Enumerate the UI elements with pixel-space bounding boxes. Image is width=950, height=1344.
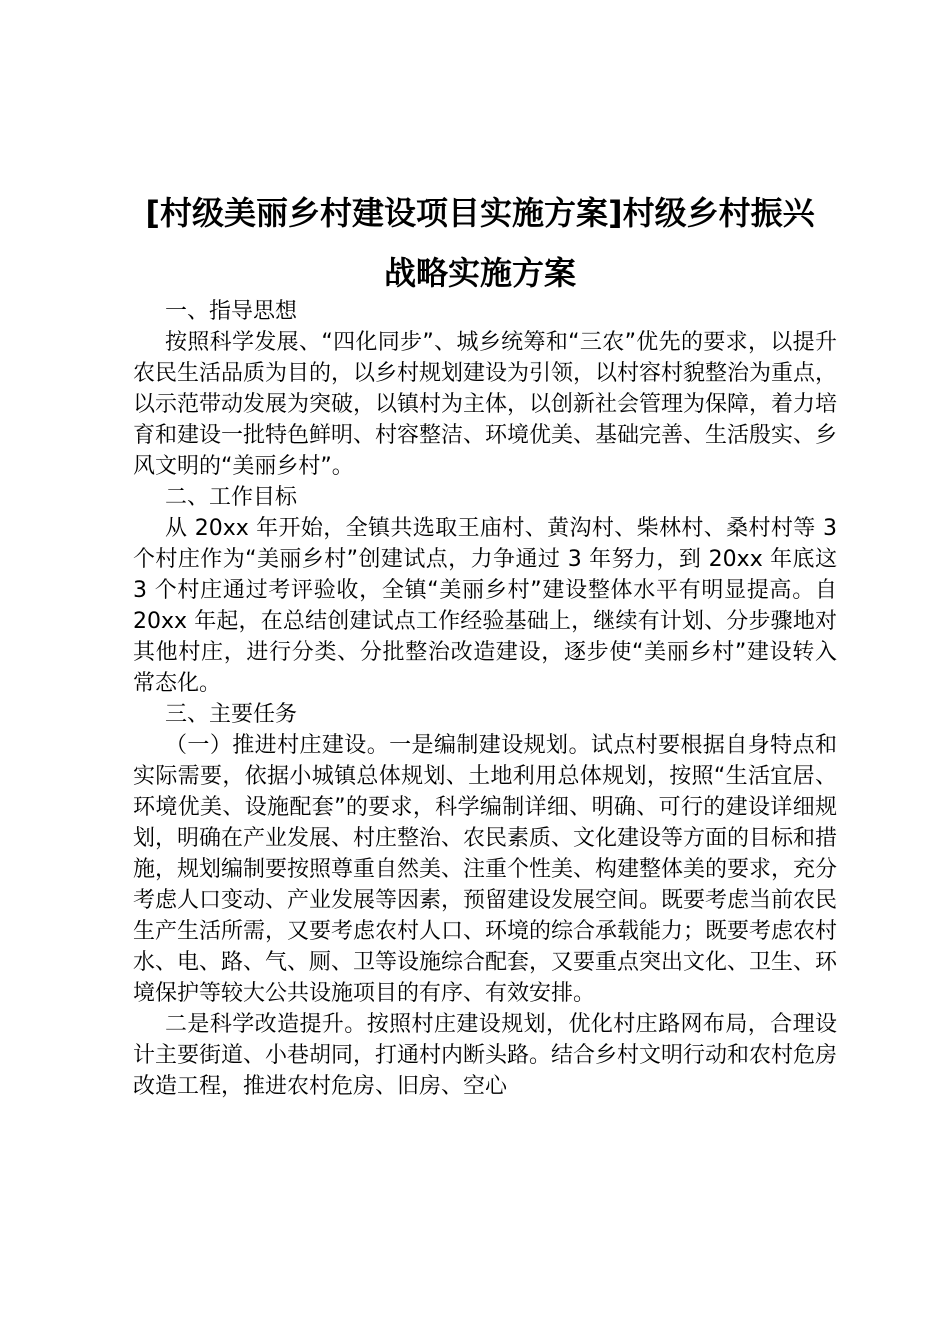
paragraph-guiding-thought: 按照科学发展、“四化同步”、城乡统筹和“三农”优先的要求，以提升农民生活品质为目的，以乡村规划建设为引领，以村容村貌整治为重点，以示范带动发展为突破，以镇村为主体，以创新社会管理为保障，着力培育和建设一批特色鲜明、村容整洁、环境优美、基础完善、生活殷实、乡风文明的“美丽乡村”。 xyxy=(133,330,838,479)
paragraph-village-construction: （一）推进村庄建设。一是编制建设规划。试点村要根据自身特点和实际需要，依据小城镇总体规划、土地利用总体规划，按照“生活宜居、环境优美、设施配套”的要求，科学编制详细、明确、可行的建设详细规划，明确在产业发展、村庄整治、农民素质、文化建设等方面的目标和措施，规划编制要按照尊重自然美、注重个性美、构建整体美的要求，充分考虑人口变动、产业发展等因素，预留建设发展空间。既要考虑当前农民生产生活所需，又要考虑农村人口、环境的综合承载能力；既要考虑农村水、电、路、气、厕、卫等设施综合配套，又要重点突出文化、卫生、环境保护等较大公共设施项目的有序、有效安排。 xyxy=(133,733,838,1006)
section-heading-main-tasks: 三、主要任务 xyxy=(165,702,298,727)
paragraph-work-goals: 从 20xx 年开始，全镇共选取王庙村、黄沟村、柴林村、桑村村等 3 个村庄作为“美丽乡村”创建试点，力争通过 3 年努力，到 20xx 年底这 3 个村庄通过考评验收，全镇“美丽乡村”建设整体水平有明显提高。自 20xx 年起，在总结创建试点工作经验基础上，继续有计划、分步骤地对其他村庄，进行分类、分批整治改造建设，逐步使“美丽乡村”建设转入常态化。 xyxy=(133,516,837,696)
section-heading-guiding-thought: 一、指导思想 xyxy=(165,299,298,324)
document-title: [村级美丽乡村建设项目实施方案]村级乡村振兴战略实施方案 xyxy=(145,194,815,292)
section-heading-work-goals: 二、工作目标 xyxy=(165,485,298,510)
paragraph-scientific-renovation: 二是科学改造提升。按照村庄建设规划，优化村庄路网布局，合理设计主要街道、小巷胡同，打通村内断头路。结合乡村文明行动和农村危房改造工程，推进农村危房、旧房、空心 xyxy=(133,1012,838,1099)
document-body xyxy=(133,296,837,1102)
